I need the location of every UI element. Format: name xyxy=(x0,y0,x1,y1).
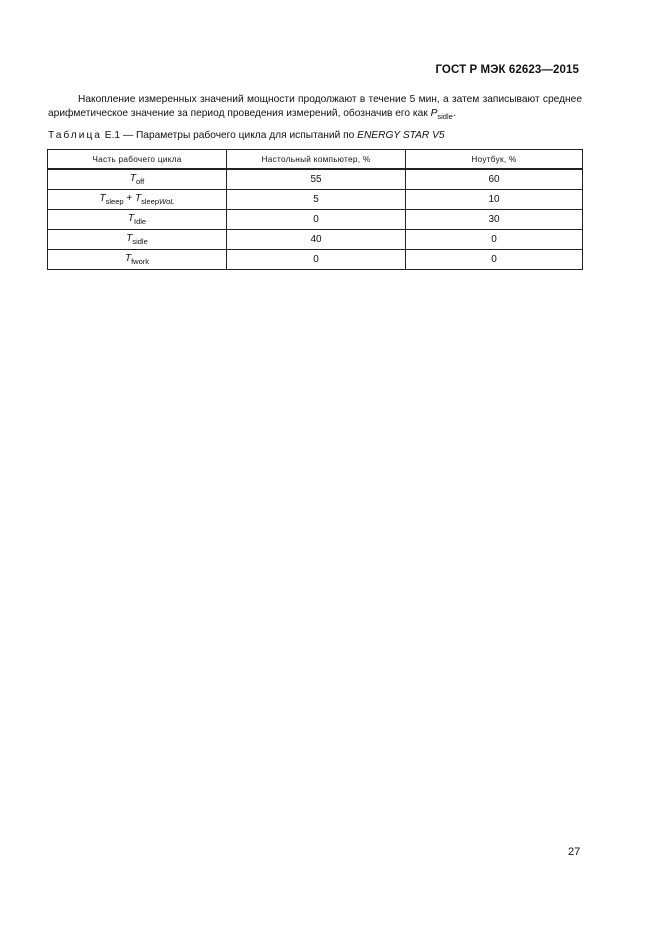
desktop-value: 5 xyxy=(227,190,406,210)
header-desktop: Настольный компьютер, % xyxy=(227,150,406,170)
table-caption xyxy=(48,130,445,141)
table-row xyxy=(48,169,583,190)
cycle-part-cell: $T_{sleep} + T_{sleepWoL}$ xyxy=(48,190,227,210)
paragraph-line-2: арифметическое значение за период проведения измерений, обозначив его как $P_{sidle}$. xyxy=(48,108,456,121)
header-cycle-part: Часть рабочего цикла xyxy=(48,150,227,170)
body-paragraph xyxy=(48,93,582,124)
notebook-value: 30 xyxy=(406,210,583,230)
cycle-part-cell: $T_{fwork}$ xyxy=(48,250,227,270)
power-symbol: $P_{sidle}$ xyxy=(430,108,453,121)
desktop-value: 55 xyxy=(227,169,406,190)
duty-cycle-table xyxy=(47,149,583,270)
notebook-value: 10 xyxy=(406,190,583,210)
paragraph-line-1: Накопление измеренных значений мощности продолжают в течение 5 мин, а затем записывают среднее xyxy=(78,94,582,105)
caption-number: Е.1 xyxy=(104,130,121,141)
caption-prefix: Таблица xyxy=(48,130,102,141)
table-header-row xyxy=(48,150,583,170)
table-row xyxy=(48,190,583,210)
document-header: ГОСТ Р МЭК 62623—2015 xyxy=(435,64,579,76)
caption-text: Параметры рабочего цикла для испытаний по xyxy=(135,130,355,141)
desktop-value: 0 xyxy=(227,210,406,230)
header-notebook: Ноутбук, % xyxy=(406,150,583,170)
cycle-part-cell: $T_{sidle}$ xyxy=(48,230,227,250)
notebook-value: 60 xyxy=(406,169,583,190)
table-row xyxy=(48,210,583,230)
notebook-value: 0 xyxy=(406,250,583,270)
caption-dash: — xyxy=(122,130,134,141)
desktop-value: 0 xyxy=(227,250,406,270)
desktop-value: 40 xyxy=(227,230,406,250)
table-row xyxy=(48,250,583,270)
cycle-part-cell: $T_{off}$ xyxy=(48,169,227,190)
page-number: 27 xyxy=(568,846,581,858)
table-row xyxy=(48,230,583,250)
caption-program: ENERGY STAR V5 xyxy=(357,130,445,141)
cycle-part-cell: $T_{Idle}$ xyxy=(48,210,227,230)
notebook-value: 0 xyxy=(406,230,583,250)
